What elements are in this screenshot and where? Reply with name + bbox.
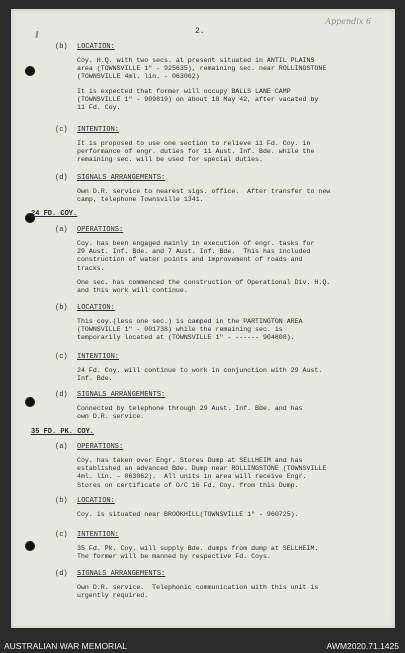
paragraph: One sec. has commenced the construction of Operational Div. H.Q. and this work will continue. (77, 279, 331, 295)
paragraph: Own D.R. service to nearest sigs. office. After transfer to new camp, telephone Townsville 1341. (77, 188, 331, 204)
item-letter: (d) (55, 174, 68, 182)
item-heading: INTENTION: (77, 531, 120, 539)
paragraph: 35 Fd. Pk. Coy. will supply Bde. dumps from dump at SELLHEIM. The former will be manned by respective Fd. Coys. (77, 545, 319, 561)
section-title: 24 FD. COY. (31, 210, 78, 218)
item-letter: (b) (55, 304, 68, 312)
item-letter: (d) (55, 391, 68, 399)
item-letter: (a) (55, 226, 68, 234)
paragraph: Coy. has taken over Engr. Stores Dump at SELLHEIM and has established an advanced Bde. Dump near ROLLINGSTONE (TOWNSVILLE 4ml. lin. - 063062). All units in area will receive Engr. Stores on certificate of O/C 16 Fd. Coy. from this Dump. (77, 457, 327, 489)
item-heading: SIGNALS ARRANGEMENTS: (77, 570, 166, 578)
paragraph: This coy.(less one sec.) is camped in the PARTINGTON AREA (TOWNSVILLE 1" - 001738) while the remaining sec. is temporarily located at (TOWNSVILLE 1" - ------ 904808). (77, 318, 303, 342)
section-title: 35 FD. PK. COY. (31, 428, 95, 436)
handwritten-annotation: Appendix 6 (325, 17, 371, 26)
item-heading: LOCATION: (77, 43, 115, 51)
paragraph: Coy. H.Q. with two secs. at present situated in ANTIL PLAINS area (TOWNSVILLE 1" - 925635), remaining sec. near ROLLINGSTONE (TOWNSVILLE 4ml. lin. - 063062) (77, 57, 327, 81)
item-heading: INTENTION: (77, 353, 120, 361)
item-letter: (c) (55, 531, 68, 539)
punch-hole (25, 66, 35, 76)
paragraph: Own D.R. service. Telephonic communication with this unit is urgently required. (77, 584, 319, 600)
footer-bar (0, 638, 405, 653)
paragraph: Coy. has been engaged mainly in execution of engr. tasks for 29 Aust. Inf. Bde. and 7 Aust. Inf. Bde. This has included construction of water points and improvement of roads and tracks. (77, 240, 315, 272)
item-letter: (b) (55, 43, 68, 51)
item-heading: LOCATION: (77, 304, 115, 312)
page-number: 2. (195, 27, 205, 36)
punch-hole (25, 397, 35, 407)
pencil-mark (35, 31, 38, 38)
item-letter: (b) (55, 497, 68, 505)
item-heading: INTENTION: (77, 126, 120, 134)
punch-hole (25, 541, 35, 551)
paragraph: It is proposed to use one section to relieve 11 Fd. Coy. in performance of engr. duties for 11 Aust. Inf. Bde. while the remaining sec. will be used for special duties. (77, 140, 315, 164)
paragraph: It is expected that former will occupy BALLS LANE CAMP (TOWNSVILLE 1" - 909819) on about 18 May 42, after vacated by 11 Fd. Coy. (77, 88, 319, 112)
item-heading: OPERATIONS: (77, 443, 124, 451)
item-letter: (a) (55, 443, 68, 451)
footer-institution: AUSTRALIAN WAR MEMORIAL (4, 641, 127, 651)
footer-accession-number: AWM2020.71.1425 (326, 641, 399, 651)
paragraph: Coy. is situated near BROOKHILL(TOWNSVILLE 1" - 960725). (77, 511, 299, 518)
item-letter: (c) (55, 353, 68, 361)
item-letter: (c) (55, 126, 68, 134)
item-heading: OPERATIONS: (77, 226, 124, 234)
item-heading: SIGNALS ARRANGEMENTS: (77, 391, 166, 399)
item-heading: SIGNALS ARRANGEMENTS: (77, 174, 166, 182)
item-letter: (d) (55, 570, 68, 578)
paragraph: 24 Fd. Coy. will continue to work in conjunction with 29 Aust. Inf. Bde. (77, 367, 323, 383)
paragraph: Connected by telephone through 29 Aust. Inf. Bde. and has own D.R. service. (77, 405, 303, 421)
item-heading: LOCATION: (77, 497, 115, 505)
document-page (11, 9, 395, 628)
